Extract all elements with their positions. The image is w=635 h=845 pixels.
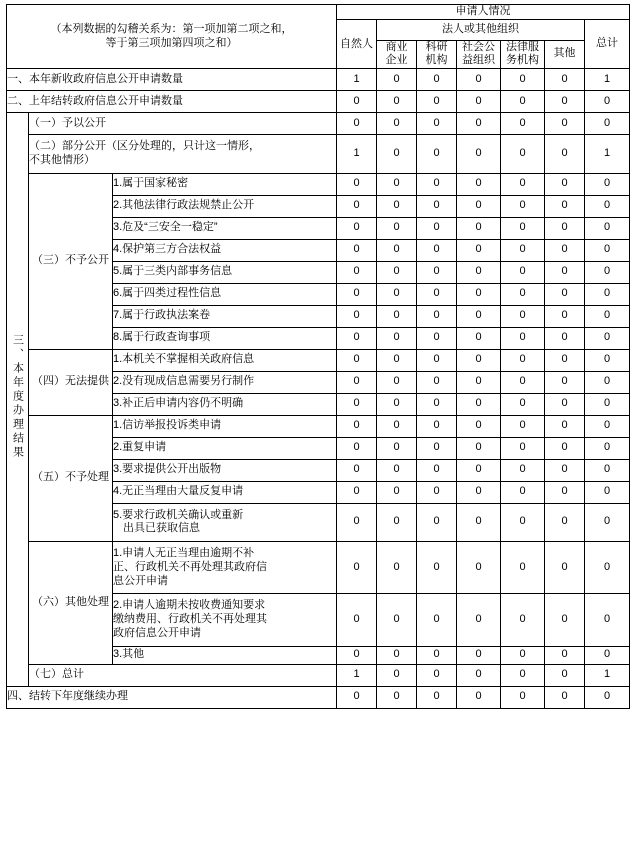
cell-value: 0	[457, 305, 501, 327]
cell-value: 0	[377, 283, 417, 305]
cell-value: 0	[545, 503, 585, 542]
cell-value: 0	[377, 393, 417, 415]
cell-value: 0	[337, 686, 377, 708]
table-row	[7, 415, 630, 437]
header-natural-person	[337, 19, 377, 68]
group-label-not-process: （五）不予处理	[29, 415, 113, 542]
table-row	[7, 173, 630, 195]
cell-value: 0	[545, 481, 585, 503]
cell-value: 0	[585, 239, 630, 261]
cell-value: 0	[417, 437, 457, 459]
cell-value: 0	[377, 113, 417, 135]
cell-value: 1	[585, 135, 630, 174]
header-sub-col-2: 社会公 益组织	[457, 40, 501, 69]
cell-value: 0	[501, 283, 545, 305]
cell-value: 0	[545, 542, 585, 594]
group-label-subtotal: （七）总计	[29, 664, 337, 686]
cell-value: 1	[337, 664, 377, 686]
header-note-line1: （本列数据的勾稽关系为：第一项加第二项之和，	[50, 22, 293, 35]
cell-value: 0	[501, 646, 545, 664]
item-label: 7.属于行政执法案卷	[113, 305, 337, 327]
cell-value: 0	[377, 646, 417, 664]
cell-value: 0	[585, 217, 630, 239]
cell-value: 0	[457, 481, 501, 503]
cell-value: 0	[545, 459, 585, 481]
item-label: 1.属于国家秘密	[113, 173, 337, 195]
header-sub-col-1: 科研 机构	[417, 40, 457, 69]
cell-value: 0	[585, 91, 630, 113]
cell-value: 0	[545, 69, 585, 91]
cell-value: 0	[501, 542, 545, 594]
cell-value: 0	[457, 542, 501, 594]
group-label-other-handling: （六）其他处理	[29, 542, 113, 665]
cell-value: 0	[417, 69, 457, 91]
cell-value: 0	[417, 173, 457, 195]
cell-value: 0	[585, 503, 630, 542]
cell-value: 0	[545, 415, 585, 437]
cell-value: 0	[457, 327, 501, 349]
header-row-1	[7, 5, 630, 20]
cell-value: 0	[585, 195, 630, 217]
cell-value: 0	[417, 283, 457, 305]
header-sub-col-0: 商业 企业	[377, 40, 417, 69]
cell-value: 0	[501, 327, 545, 349]
cell-value: 0	[377, 239, 417, 261]
table-row	[7, 69, 630, 91]
cell-value: 0	[585, 415, 630, 437]
cell-value: 0	[417, 195, 457, 217]
cell-value: 0	[457, 594, 501, 646]
item-label: 2.申请人逾期未按收费通知要求 缴纳费用、行政机关不再处理其 政府信息公开申请	[113, 594, 337, 646]
cell-value: 0	[457, 646, 501, 664]
cell-value: 0	[377, 261, 417, 283]
cell-value: 0	[457, 371, 501, 393]
header-applicant-situation: 申请人情况	[337, 5, 630, 20]
cell-value: 0	[377, 173, 417, 195]
cell-value: 0	[545, 261, 585, 283]
cell-value: 0	[457, 686, 501, 708]
cell-value: 0	[501, 594, 545, 646]
cell-value: 0	[545, 91, 585, 113]
cell-value: 0	[417, 393, 457, 415]
group-label-partial-disclose: （二）部分公开（区分处理的，只计这一情形， 不其他情形）	[29, 135, 337, 174]
item-label: 3.要求提供公开出版物	[113, 459, 337, 481]
section-label-annual-results: 三、本年度办理结果	[7, 113, 29, 687]
header-sub-col-4: 其他	[545, 40, 585, 69]
cell-value: 0	[417, 261, 457, 283]
cell-value: 0	[417, 459, 457, 481]
cell-value: 0	[545, 646, 585, 664]
cell-value: 1	[585, 69, 630, 91]
cell-value: 0	[501, 349, 545, 371]
cell-value: 0	[377, 371, 417, 393]
cell-value: 0	[457, 195, 501, 217]
cell-value: 0	[545, 686, 585, 708]
cell-value: 0	[501, 91, 545, 113]
item-label: 4.无正当理由大量反复申请	[113, 481, 337, 503]
cell-value: 1	[337, 69, 377, 91]
cell-value: 0	[337, 327, 377, 349]
cell-value: 0	[337, 173, 377, 195]
cell-value: 0	[585, 305, 630, 327]
cell-value: 0	[417, 664, 457, 686]
table-row	[7, 686, 630, 708]
cell-value: 0	[417, 91, 457, 113]
government-information-disclosure-table	[6, 4, 630, 709]
cell-value: 0	[337, 195, 377, 217]
cell-value: 0	[501, 686, 545, 708]
item-label: 3.危及“三安全一稳定”	[113, 217, 337, 239]
item-label: 5.属于三类内部事务信息	[113, 261, 337, 283]
cell-value: 0	[501, 113, 545, 135]
header-sub-col-3: 法律服 务机构	[501, 40, 545, 69]
item-label: 4.保护第三方合法权益	[113, 239, 337, 261]
cell-value: 0	[545, 239, 585, 261]
cell-value: 0	[377, 594, 417, 646]
row-label-carried-over: 二、上年结转政府信息公开申请数量	[7, 91, 337, 113]
cell-value: 0	[337, 283, 377, 305]
header-legal-or-other: 法人或其他组织	[377, 19, 585, 40]
cell-value: 0	[501, 195, 545, 217]
cell-value: 0	[501, 437, 545, 459]
cell-value: 0	[377, 69, 417, 91]
cell-value: 0	[417, 113, 457, 135]
header-natural-person-label: 自然人	[340, 37, 373, 50]
cell-value: 0	[337, 91, 377, 113]
cell-value: 0	[417, 686, 457, 708]
cell-value: 0	[377, 327, 417, 349]
cell-value: 0	[337, 113, 377, 135]
cell-value: 0	[545, 393, 585, 415]
cell-value: 0	[457, 393, 501, 415]
cell-value: 0	[417, 481, 457, 503]
cell-value: 0	[545, 135, 585, 174]
cell-value: 0	[457, 261, 501, 283]
cell-value: 0	[417, 327, 457, 349]
group-label-disclose: （一）予以公开	[29, 113, 337, 135]
table-row	[7, 542, 630, 594]
cell-value: 0	[501, 135, 545, 174]
cell-value: 0	[501, 239, 545, 261]
cell-value: 0	[377, 349, 417, 371]
cell-value: 0	[337, 371, 377, 393]
table-row	[7, 91, 630, 113]
item-label: 1.信访举报投诉类申请	[113, 415, 337, 437]
cell-value: 0	[545, 217, 585, 239]
cell-value: 0	[501, 261, 545, 283]
cell-value: 0	[417, 503, 457, 542]
cell-value: 0	[585, 646, 630, 664]
cell-value: 0	[585, 481, 630, 503]
cell-value: 0	[377, 542, 417, 594]
cell-value: 0	[377, 503, 417, 542]
cell-value: 0	[377, 686, 417, 708]
cell-value: 0	[585, 349, 630, 371]
cell-value: 0	[457, 459, 501, 481]
header-total: 总计	[585, 19, 630, 68]
cell-value: 0	[585, 371, 630, 393]
cell-value: 0	[457, 113, 501, 135]
cell-value: 0	[501, 217, 545, 239]
cell-value: 0	[417, 415, 457, 437]
cell-value: 0	[501, 305, 545, 327]
cell-value: 0	[337, 349, 377, 371]
cell-value: 0	[585, 261, 630, 283]
cell-value: 0	[337, 459, 377, 481]
cell-value: 0	[377, 305, 417, 327]
cell-value: 0	[337, 217, 377, 239]
header-note-cell	[7, 5, 337, 69]
cell-value: 0	[501, 393, 545, 415]
cell-value: 0	[545, 594, 585, 646]
table-row	[7, 113, 630, 135]
cell-value: 0	[501, 371, 545, 393]
cell-value: 0	[545, 437, 585, 459]
cell-value: 0	[457, 664, 501, 686]
cell-value: 0	[501, 459, 545, 481]
cell-value: 0	[545, 305, 585, 327]
cell-value: 0	[337, 239, 377, 261]
cell-value: 0	[457, 283, 501, 305]
cell-value: 0	[377, 195, 417, 217]
cell-value: 0	[585, 283, 630, 305]
cell-value: 0	[377, 217, 417, 239]
cell-value: 0	[337, 594, 377, 646]
cell-value: 0	[545, 349, 585, 371]
cell-value: 0	[545, 283, 585, 305]
cell-value: 0	[501, 69, 545, 91]
item-label: 5.要求行政机关确认或重新 出具已获取信息	[113, 503, 337, 542]
cell-value: 0	[377, 437, 417, 459]
cell-value: 0	[585, 327, 630, 349]
cell-value: 0	[417, 217, 457, 239]
cell-value: 0	[337, 393, 377, 415]
table-row	[7, 135, 630, 174]
cell-value: 0	[337, 261, 377, 283]
cell-value: 0	[457, 437, 501, 459]
cell-value: 0	[585, 542, 630, 594]
group-label-not-disclose: （三）不予公开	[29, 173, 113, 349]
cell-value: 0	[501, 503, 545, 542]
item-label: 1.申请人无正当理由逾期不补 正、行政机关不再处理其政府信 息公开申请	[113, 542, 337, 594]
cell-value: 0	[501, 415, 545, 437]
table-row	[7, 349, 630, 371]
cell-value: 0	[585, 686, 630, 708]
cell-value: 0	[585, 113, 630, 135]
cell-value: 0	[585, 459, 630, 481]
cell-value: 0	[337, 481, 377, 503]
cell-value: 0	[545, 195, 585, 217]
cell-value: 0	[417, 646, 457, 664]
cell-value: 0	[501, 173, 545, 195]
cell-value: 0	[377, 459, 417, 481]
cell-value: 0	[457, 503, 501, 542]
cell-value: 0	[417, 305, 457, 327]
row-label-carry-forward: 四、结转下年度继续办理	[7, 686, 337, 708]
cell-value: 0	[337, 542, 377, 594]
cell-value: 0	[457, 69, 501, 91]
table-row	[7, 664, 630, 686]
item-label: 1.本机关不掌握相关政府信息	[113, 349, 337, 371]
cell-value: 0	[417, 349, 457, 371]
cell-value: 0	[585, 437, 630, 459]
cell-value: 1	[585, 664, 630, 686]
cell-value: 0	[377, 481, 417, 503]
cell-value: 0	[545, 371, 585, 393]
cell-value: 0	[585, 173, 630, 195]
cell-value: 0	[337, 305, 377, 327]
cell-value: 0	[457, 239, 501, 261]
item-label: 3.其他	[113, 646, 337, 664]
cell-value: 0	[457, 217, 501, 239]
cell-value: 0	[377, 415, 417, 437]
cell-value: 0	[457, 415, 501, 437]
cell-value: 0	[377, 91, 417, 113]
cell-value: 0	[337, 437, 377, 459]
group-label-unable-provide: （四）无法提供	[29, 349, 113, 415]
cell-value: 1	[337, 135, 377, 174]
cell-value: 0	[417, 594, 457, 646]
cell-value: 0	[457, 173, 501, 195]
item-label: 2.重复申请	[113, 437, 337, 459]
cell-value: 0	[545, 664, 585, 686]
item-label: 2.没有现成信息需要另行制作	[113, 371, 337, 393]
cell-value: 0	[417, 239, 457, 261]
cell-value: 0	[377, 664, 417, 686]
cell-value: 0	[545, 113, 585, 135]
item-label: 3.补正后申请内容仍不明确	[113, 393, 337, 415]
header-note-line2: 等于第三项加第四项之和）	[105, 36, 238, 49]
item-label: 8.属于行政查询事项	[113, 327, 337, 349]
item-label: 2.其他法律行政法规禁止公开	[113, 195, 337, 217]
cell-value: 0	[337, 646, 377, 664]
cell-value: 0	[501, 664, 545, 686]
cell-value: 0	[457, 135, 501, 174]
cell-value: 0	[585, 594, 630, 646]
cell-value: 0	[337, 503, 377, 542]
cell-value: 0	[545, 173, 585, 195]
item-label: 6.属于四类过程性信息	[113, 283, 337, 305]
cell-value: 0	[457, 91, 501, 113]
cell-value: 0	[337, 415, 377, 437]
cell-value: 0	[377, 135, 417, 174]
cell-value: 0	[585, 393, 630, 415]
cell-value: 0	[501, 481, 545, 503]
cell-value: 0	[417, 542, 457, 594]
cell-value: 0	[417, 371, 457, 393]
row-label-new-applications: 一、本年新收政府信息公开申请数量	[7, 69, 337, 91]
cell-value: 0	[417, 135, 457, 174]
cell-value: 0	[457, 349, 501, 371]
cell-value: 0	[545, 327, 585, 349]
